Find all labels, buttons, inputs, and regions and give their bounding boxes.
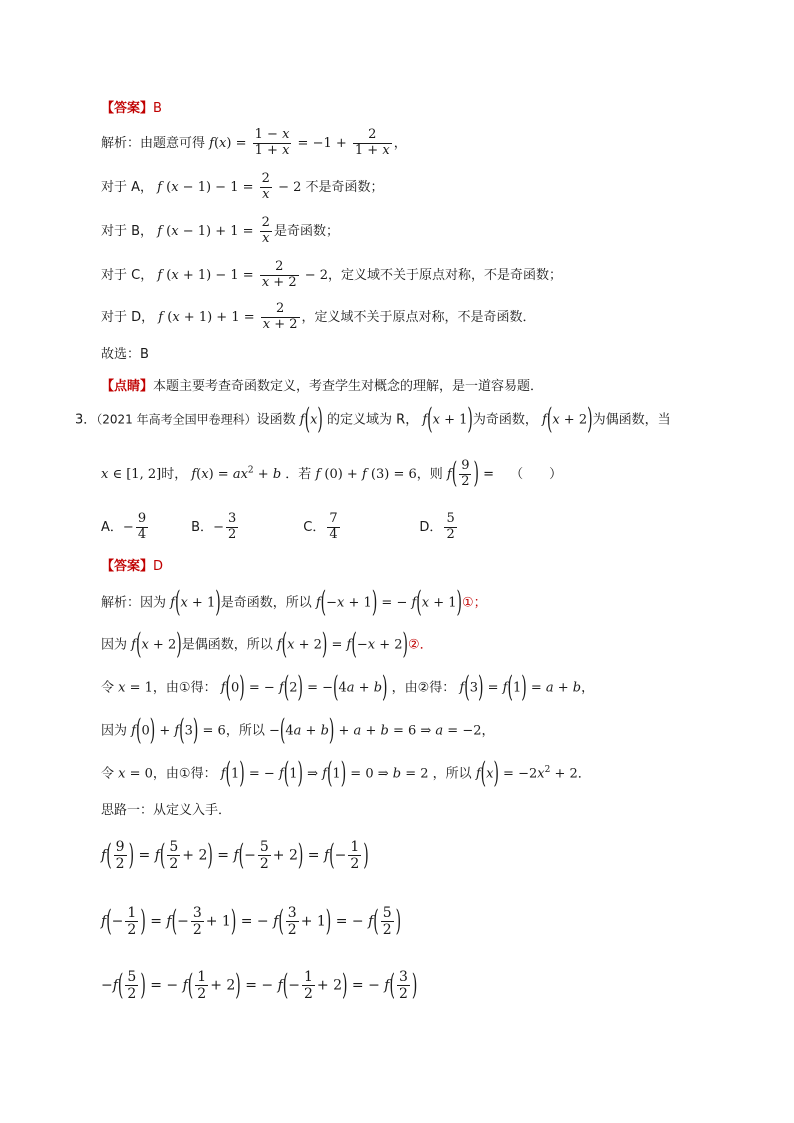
q2-option-c-line: 对于 C， f (x + 1) − 1 = $\frac{2}{x + 2}$ − 2，定义域不关于原点对称，不是奇函数； xyxy=(101,259,563,290)
fraction: $\frac{1}{2}$ xyxy=(303,969,313,1003)
q2-choice-line: 故选：B xyxy=(101,347,149,362)
fraction: $\frac{5}{2}$ xyxy=(446,511,455,542)
fraction: $\frac{7}{4}$ xyxy=(329,511,338,542)
q3-solution-line-4: 因为 f(0) + f(3) = 6，所以 −(4a + b) + a + b = 6 ⇒ a = −2， xyxy=(101,714,495,748)
fraction: $\frac{9}{2}$ xyxy=(115,839,125,873)
fraction: $\frac{2}{1 + x}$ xyxy=(354,127,390,158)
fraction: $\frac{2}{x + 2}$ xyxy=(261,259,297,290)
q3-idea-heading: 思路一：从定义入手． xyxy=(101,803,232,818)
q2-option-a-line: 对于 A， f (x − 1) − 1 = $\frac{2}{x}$ − 2 不是奇函数； xyxy=(101,171,384,202)
q2-comment-line xyxy=(101,380,543,393)
q3-derivation-line-2: f(− $\frac{1}{2}$ ) = f(− $\frac{3}{2}$ + 1) = − f( $\frac{3}{2}$ + 1) = − f( $\frac{5}{2}$ ) xyxy=(101,904,402,939)
question-source: （2021 年高考全国甲卷理科） xyxy=(96,412,257,427)
answer-value: D xyxy=(153,559,164,574)
q2-answer-line xyxy=(101,102,162,115)
option-b: B．− $\frac{3}{2}$ xyxy=(191,511,237,542)
fraction: $\frac{5}{2}$ xyxy=(382,905,392,939)
q2-analysis-line: 解析：由题意可得 f(x) = $\frac{1 - x}{1 + x}$ = −1 + $\frac{2}{1 + x}$ ， xyxy=(101,127,407,158)
question-number: 3． xyxy=(75,412,97,428)
fraction: $\frac{3}{2}$ xyxy=(227,511,237,542)
fraction: $\frac{3}{2}$ xyxy=(398,969,408,1003)
q3-solution-line-3: 令 x = 1，由①得： f(0) = − f(2) = −(4a + b) ，由②得： f(3) = f(1) = a + b， xyxy=(101,671,595,705)
fraction: $\frac{3}{2}$ xyxy=(287,905,297,939)
q3-solution-line-2: 因为 f(x + 2)是偶函数，所以 f(x + 2) = f(−x + 2)②． xyxy=(101,628,433,662)
comment-text: 本题主要考查奇函数定义，考查学生对概念的理解，是一道容易题． xyxy=(153,379,544,394)
fraction: $\frac{5}{2}$ xyxy=(169,839,179,873)
q3-options-line xyxy=(101,512,459,543)
answer-blank: （ ） xyxy=(510,466,563,482)
answer-label: 【答案】 xyxy=(101,559,154,574)
q3-stem-line-2: x ∈ [1, 2]时， $f(x) = ax^2 + b$ ．若 f (0) + f (3) = 6，则 f( $\frac{9}{2}$ ) = （ ） xyxy=(101,457,563,492)
fraction: $\frac{1}{2}$ xyxy=(350,839,360,873)
option-d: D． $\frac{5}{2}$ xyxy=(419,511,455,542)
fraction: $\frac{1}{2}$ xyxy=(127,905,137,939)
answer-value: B xyxy=(153,101,162,116)
fraction: $\frac{9}{2}$ xyxy=(461,458,470,489)
option-a: A．− $\frac{9}{4}$ xyxy=(101,511,147,542)
q3-solution-line-5: 令 x = 0，由①得： f(1) = − f(1) ⇒ f(1) = 0 ⇒ b = 2 ，所以 $f(x) = -2x^2 + 2$． xyxy=(101,757,591,791)
comment-label: 【点睛】 xyxy=(101,379,154,394)
fraction: $\frac{3}{2}$ xyxy=(192,905,202,939)
fraction: $\frac{2}{x}$ xyxy=(261,215,270,246)
q3-stem-line-1: 3．（2021 年高考全国甲卷理科）设函数 f(x) 的定义域为 R， f(x + 1)为奇函数， f(x + 2)为偶函数，当 xyxy=(75,403,671,437)
fraction: $\frac{1 - x}{1 + x}$ xyxy=(254,127,290,158)
option-c: C． $\frac{7}{4}$ xyxy=(303,511,338,542)
q3-derivation-line-3: −f( $\frac{5}{2}$ ) = − f( $\frac{1}{2}$ + 2) = − f(− $\frac{1}{2}$ + 2) = − f( $\frac{3}{2}$ ) xyxy=(101,968,418,1003)
fraction: $\frac{1}{2}$ xyxy=(197,969,207,1003)
fraction: $\frac{5}{2}$ xyxy=(259,839,269,873)
q3-answer-line xyxy=(101,560,163,573)
fraction: $\frac{2}{x}$ xyxy=(261,171,270,202)
q3-derivation-line-1: f( $\frac{9}{2}$ ) = f( $\frac{5}{2}$ + 2) = f(− $\frac{5}{2}$ + 2) = f(− $\frac{1}{2}$ ) xyxy=(101,838,369,873)
fraction: $\frac{2}{x + 2}$ xyxy=(262,301,298,332)
q2-option-d-line: 对于 D， f (x + 1) + 1 = $\frac{2}{x + 2}$ ，定义域不关于原点对称，不是奇函数． xyxy=(101,301,536,332)
q3-solution-line-1: 解析：因为 f(x + 1)是奇函数，所以 f(−x + 1) = − f(x + 1)①； xyxy=(101,586,487,620)
fraction: $\frac{9}{4}$ xyxy=(137,511,147,542)
answer-label: 【答案】 xyxy=(101,101,154,116)
q2-option-b-line: 对于 B， f (x − 1) + 1 = $\frac{2}{x}$ 是奇函数； xyxy=(101,215,339,246)
fraction: $\frac{5}{2}$ xyxy=(127,969,137,1003)
